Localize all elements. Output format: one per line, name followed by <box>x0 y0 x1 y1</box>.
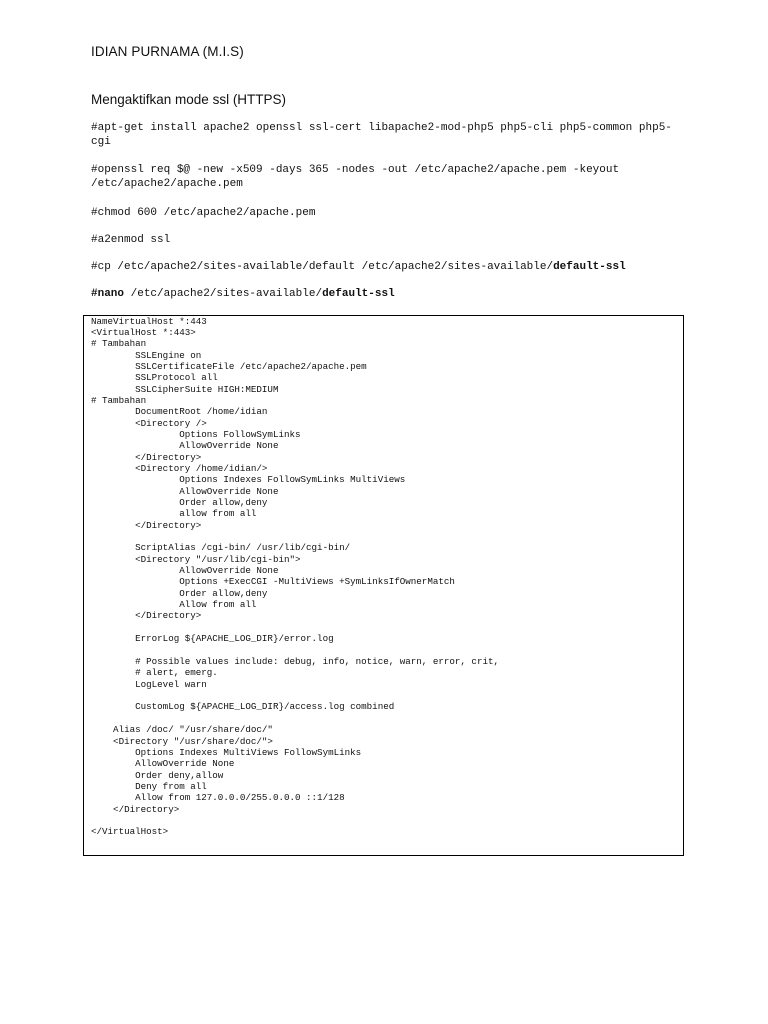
config-line: SSLCertificateFile /etc/apache2/apache.pem <box>91 361 367 372</box>
openssl-command: #openssl req $@ -new -x509 -days 365 -nodes -out /etc/apache2/apache.pem -keyout /etc/apache2/apache.pem <box>91 164 626 190</box>
document-author: IDIAN PURNAMA (M.I.S) <box>91 44 244 59</box>
copy-command-path: #cp /etc/apache2/sites-available/default /etc/apache2/sites-available/ <box>91 261 554 273</box>
config-line: </Directory> <box>91 452 202 463</box>
config-line: Options +ExecCGI -MultiViews +SymLinksIfOwnerMatch <box>91 576 455 587</box>
nano-command-path: /etc/apache2/sites-available/ <box>124 288 323 300</box>
config-line: CustomLog ${APACHE_LOG_DIR}/access.log combined <box>91 701 395 712</box>
config-line: Options FollowSymLinks <box>91 429 301 440</box>
config-line: # Possible values include: debug, info, notice, warn, error, crit, <box>91 656 499 667</box>
config-line: Order allow,deny <box>91 497 268 508</box>
config-line: Options Indexes MultiViews FollowSymLinks <box>91 747 362 758</box>
install-command: #apt-get install apache2 openssl ssl-cert libapache2-mod-php5 php5-cli php5-common php5-cgi <box>91 122 672 148</box>
config-line: </Directory> <box>91 804 180 815</box>
config-line: Allow from all <box>91 599 257 610</box>
section-heading: Mengaktifkan mode ssl (HTTPS) <box>91 92 287 107</box>
config-line: ScriptAlias /cgi-bin/ /usr/lib/cgi-bin/ <box>91 542 351 553</box>
config-line: Order allow,deny <box>91 588 268 599</box>
config-line: Options Indexes FollowSymLinks MultiViews <box>91 474 406 485</box>
config-line: AllowOverride None <box>91 565 279 576</box>
config-line: </Directory> <box>91 610 202 621</box>
copy-command <box>91 260 691 274</box>
config-line: </VirtualHost> <box>91 826 169 837</box>
config-line: AllowOverride None <box>91 486 279 497</box>
config-line: <VirtualHost *:443> <box>91 327 196 338</box>
config-line: <Directory "/usr/lib/cgi-bin"> <box>91 554 301 565</box>
config-line: SSLEngine on <box>91 350 202 361</box>
config-line: SSLCipherSuite HIGH:MEDIUM <box>91 384 279 395</box>
config-line: Allow from 127.0.0.0/255.0.0.0 ::1/128 <box>91 792 345 803</box>
config-line: Alias /doc/ "/usr/share/doc/" <box>91 724 273 735</box>
copy-command-target: default-ssl <box>553 261 626 273</box>
config-line: # alert, emerg. <box>91 667 218 678</box>
config-line: NameVirtualHost *:443 <box>91 316 207 327</box>
config-line: Order deny,allow <box>91 770 224 781</box>
config-line: <Directory /> <box>91 418 207 429</box>
config-line: DocumentRoot /home/idian <box>91 406 268 417</box>
config-line: AllowOverride None <box>91 758 235 769</box>
config-line: # Tambahan <box>91 395 147 406</box>
config-line: AllowOverride None <box>91 440 279 451</box>
config-line: <Directory "/usr/share/doc/"> <box>91 736 273 747</box>
config-line: ErrorLog ${APACHE_LOG_DIR}/error.log <box>91 633 334 644</box>
config-line: # Tambahan <box>91 338 147 349</box>
config-line: </Directory> <box>91 520 202 531</box>
config-line: <Directory /home/idian/> <box>91 463 268 474</box>
config-line: Deny from all <box>91 781 207 792</box>
config-line: allow from all <box>91 508 257 519</box>
nano-command <box>91 287 691 301</box>
nano-command-target: default-ssl <box>322 288 395 300</box>
config-line: SSLProtocol all <box>91 372 218 383</box>
nano-command-keyword: #nano <box>91 288 125 300</box>
chmod-command: #chmod 600 /etc/apache2/apache.pem <box>91 207 316 219</box>
a2enmod-command: #a2enmod ssl <box>91 234 171 246</box>
config-line: LogLevel warn <box>91 679 207 690</box>
